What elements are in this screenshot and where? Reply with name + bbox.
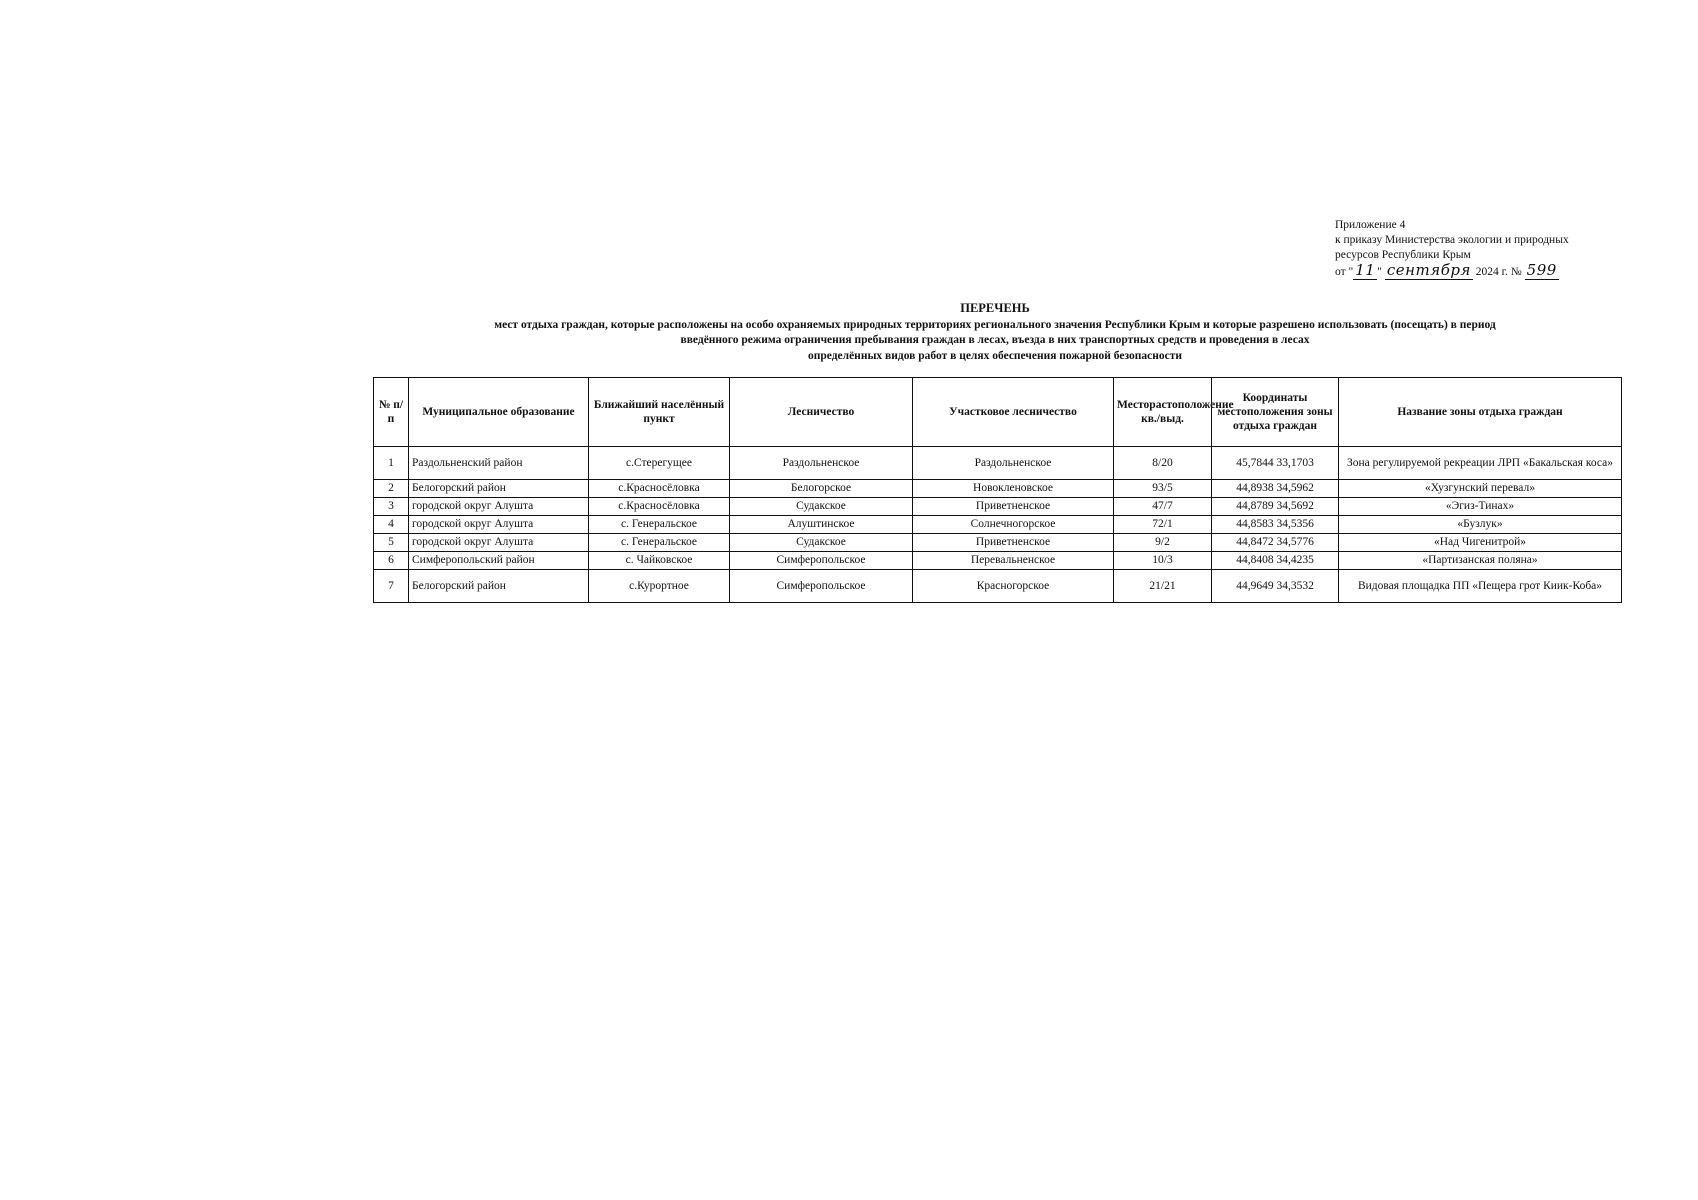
cell-location: 72/1 <box>1114 516 1212 534</box>
header-num: № п/п <box>374 378 409 447</box>
cell-settlement: с. Чайковское <box>589 552 730 570</box>
cell-forestry: Судакское <box>730 534 913 552</box>
cell-coords: 44,8789 34,5692 <box>1212 498 1339 516</box>
appendix-date-line <box>1335 263 1685 280</box>
cell-coords: 44,9649 34,3532 <box>1212 570 1339 603</box>
cell-coords: 44,8408 34,4235 <box>1212 552 1339 570</box>
table-row <box>374 447 1622 480</box>
header-forestry: Лесничество <box>730 378 913 447</box>
cell-zone: «Хузгунский перевал» <box>1339 480 1622 498</box>
cell-location: 93/5 <box>1114 480 1212 498</box>
title-main: ПЕРЕЧЕНЬ <box>960 301 1030 315</box>
header-location: Месторастоположение кв./выд. <box>1114 378 1212 447</box>
cell-municipality: Белогорский район <box>409 570 589 603</box>
cell-num: 3 <box>374 498 409 516</box>
cell-forestry: Белогорское <box>730 480 913 498</box>
recreation-zones-table <box>373 377 1622 603</box>
cell-municipality: Раздольненский район <box>409 447 589 480</box>
cell-num: 6 <box>374 552 409 570</box>
cell-location: 9/2 <box>1114 534 1212 552</box>
header-settlement: Ближайший населённый пункт <box>589 378 730 447</box>
cell-forestry: Симферопольское <box>730 552 913 570</box>
cell-location: 47/7 <box>1114 498 1212 516</box>
cell-zone: «Над Чигенитрой» <box>1339 534 1622 552</box>
cell-zone: «Бузлук» <box>1339 516 1622 534</box>
cell-zone: Видовая площадка ПП «Пещера грот Киик-Коба» <box>1339 570 1622 603</box>
cell-district: Приветненское <box>913 534 1114 552</box>
table-header-row <box>374 378 1622 447</box>
cell-num: 1 <box>374 447 409 480</box>
cell-district: Приветненское <box>913 498 1114 516</box>
cell-district: Раздольненское <box>913 447 1114 480</box>
table-row <box>374 516 1622 534</box>
date-prefix: от " <box>1335 266 1354 278</box>
cell-settlement: с.Красносёловка <box>589 480 730 498</box>
header-district: Участковое лесничество <box>913 378 1114 447</box>
cell-settlement: с.Стерегущее <box>589 447 730 480</box>
title-line-1: мест отдыха граждан, которые расположены на особо охраняемых природных территориях регионального значения Республики Крым и которые разрешено использовать (посещать) в период <box>494 318 1496 331</box>
cell-forestry: Симферопольское <box>730 570 913 603</box>
cell-num: 2 <box>374 480 409 498</box>
header-municipality: Муниципальное образование <box>409 378 589 447</box>
cell-zone: Зона регулируемой рекреации ЛРП «Бакальская коса» <box>1339 447 1622 480</box>
cell-location: 10/3 <box>1114 552 1212 570</box>
appendix-line-2: к приказу Министерства экологии и природных <box>1335 234 1569 246</box>
date-year: 2024 г. № <box>1475 266 1522 278</box>
cell-location: 21/21 <box>1114 570 1212 603</box>
cell-municipality: Симферопольский район <box>409 552 589 570</box>
header-coords: Координаты местоположения зоны отдыха граждан <box>1212 378 1339 447</box>
cell-coords: 44,8938 34,5962 <box>1212 480 1339 498</box>
cell-coords: 44,8583 34,5356 <box>1212 516 1339 534</box>
cell-district: Красногорское <box>913 570 1114 603</box>
date-day-handwritten: 11 <box>1355 261 1376 279</box>
cell-municipality: городской округ Алушта <box>409 516 589 534</box>
cell-location: 8/20 <box>1114 447 1212 480</box>
cell-coords: 44,8472 34,5776 <box>1212 534 1339 552</box>
date-quote: " <box>1377 266 1382 278</box>
cell-settlement: с.Красносёловка <box>589 498 730 516</box>
cell-num: 5 <box>374 534 409 552</box>
appendix-line-1: Приложение 4 <box>1335 219 1406 231</box>
cell-municipality: городской округ Алушта <box>409 498 589 516</box>
table-row <box>374 480 1622 498</box>
cell-district: Солнечногорское <box>913 516 1114 534</box>
cell-forestry: Раздольненское <box>730 447 913 480</box>
cell-municipality: Белогорский район <box>409 480 589 498</box>
cell-forestry: Судакское <box>730 498 913 516</box>
cell-num: 4 <box>374 516 409 534</box>
cell-forestry: Алуштинское <box>730 516 913 534</box>
title-line-3: определённых видов работ в целях обеспечения пожарной безопасности <box>807 349 1182 362</box>
cell-district: Новокленовское <box>913 480 1114 498</box>
order-number-handwritten: 599 <box>1526 261 1557 279</box>
cell-settlement: с.Курортное <box>589 570 730 603</box>
cell-settlement: с. Генеральское <box>589 516 730 534</box>
cell-zone: «Эгиз-Тинах» <box>1339 498 1622 516</box>
cell-municipality: городской округ Алушта <box>409 534 589 552</box>
cell-zone: «Партизанская поляна» <box>1339 552 1622 570</box>
table-row <box>374 534 1622 552</box>
appendix-header <box>1335 218 1685 280</box>
cell-coords: 45,7844 33,1703 <box>1212 447 1339 480</box>
appendix-line-3: ресурсов Республики Крым <box>1335 249 1471 261</box>
table-row <box>374 498 1622 516</box>
cell-settlement: с. Генеральское <box>589 534 730 552</box>
header-zone: Название зоны отдыха граждан <box>1339 378 1622 447</box>
document-title <box>370 301 1620 364</box>
date-month-handwritten: сентября <box>1386 261 1471 279</box>
title-line-2: введённого режима ограничения пребывания граждан в лесах, въезда в них транспортных средств и проведения в лесах <box>680 334 1310 346</box>
table-row <box>374 552 1622 570</box>
table-row <box>374 570 1622 603</box>
cell-district: Перевальненское <box>913 552 1114 570</box>
cell-num: 7 <box>374 570 409 603</box>
